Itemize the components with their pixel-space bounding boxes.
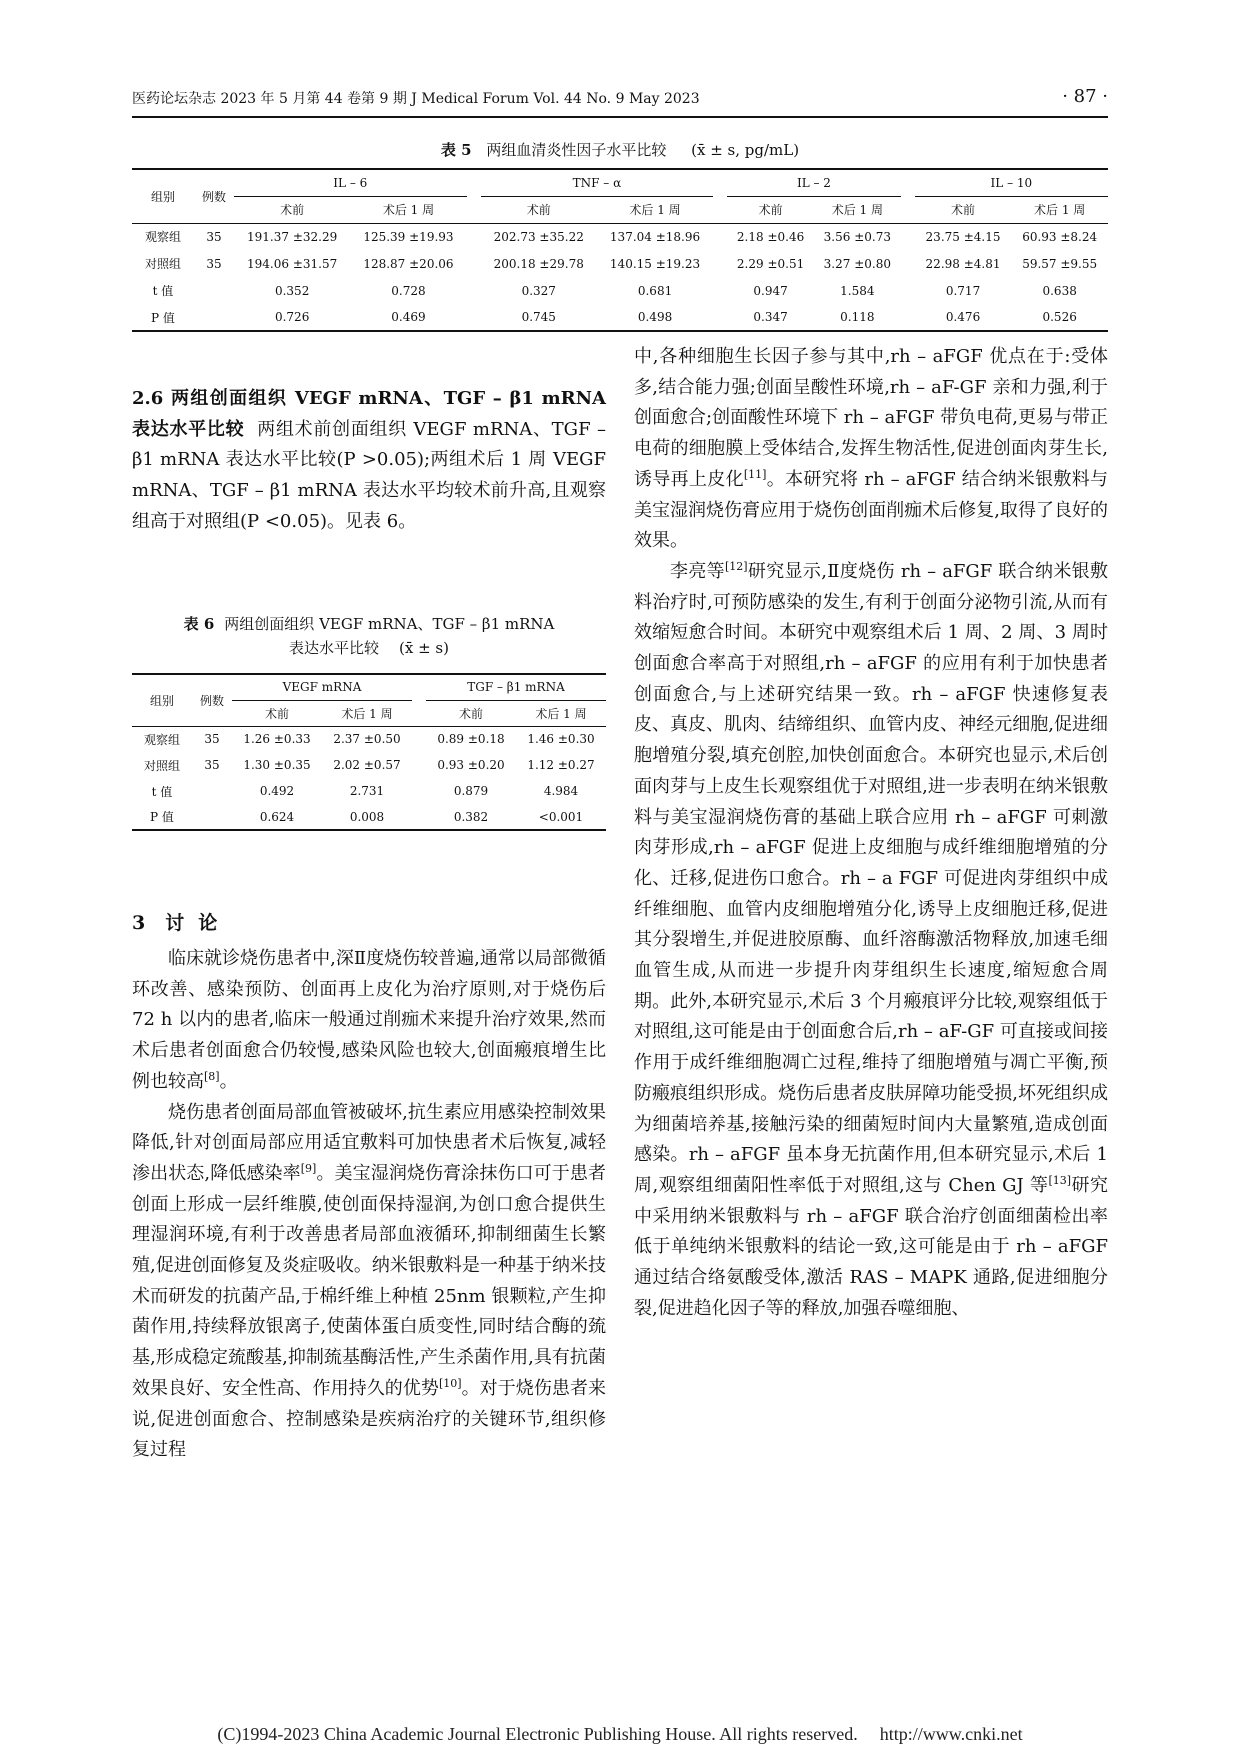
table6-title-line2: 表达水平比较	[289, 639, 380, 657]
section-2-6-body: 两组术前创面组织 VEGF mRNA、TGF – β1 mRNA 表达水平比较(P >0.05);两组术后 1 周 VEGF mRNA、TGF – β1 mRNA 表达水平均较术前升高,且观察组高于对照组(P <0.05)。见表 6。	[132, 418, 606, 532]
row-n	[192, 804, 232, 830]
table6	[132, 673, 606, 831]
row-n: 35	[206, 256, 222, 271]
table-cell: 22.98 ±4.81	[925, 256, 1001, 271]
table5-label: 表 5	[440, 141, 472, 159]
table-row	[132, 277, 1108, 304]
table-cell: 191.37 ±32.29	[247, 229, 338, 244]
table6-sub-post: 术后 1 周	[322, 700, 412, 726]
citation: [10]	[438, 1376, 462, 1390]
row-group: P 值	[132, 804, 192, 830]
table-cell: 137.04 ±18.96	[609, 229, 701, 244]
table-cell: 2.37 ±0.50	[333, 732, 401, 747]
citation: [9]	[300, 1161, 317, 1175]
table-cell: 1.26 ±0.33	[243, 732, 311, 747]
table-cell: 0.728	[391, 283, 426, 298]
table-cell: 2.731	[349, 784, 385, 798]
section-2-6-heading: 2.6 两组创面组织 VEGF mRNA、TGF – β1 mRNA 表达水平比较	[132, 388, 606, 440]
discussion-left	[132, 944, 606, 1466]
table5-marker-il10: IL – 10	[915, 169, 1108, 196]
table-cell: 0.382	[426, 804, 516, 830]
row-group: 对照组	[144, 257, 181, 271]
table-cell: 2.18 ±0.46	[736, 229, 805, 244]
row-n: 35	[204, 758, 220, 772]
table6-group-header: 组别	[132, 674, 192, 726]
table-cell: 0.526	[1011, 304, 1108, 331]
table-cell: 0.118	[814, 304, 901, 331]
row-group: t 值	[151, 784, 173, 799]
table5-sub-post: 术后 1 周	[597, 196, 713, 223]
table-cell: 0.745	[481, 304, 597, 331]
table-cell: 0.327	[521, 283, 556, 298]
table-cell: 1.30 ±0.35	[243, 758, 311, 772]
citation: [12]	[725, 559, 748, 573]
section-3-title: 讨论	[165, 912, 232, 934]
table5-marker-il2: IL – 2	[727, 169, 901, 196]
table-cell: 3.27 ±0.80	[823, 256, 891, 271]
row-group: 观察组	[144, 230, 181, 245]
table-row	[132, 804, 606, 830]
table-cell: 1.584	[840, 283, 875, 298]
table6-marker-vegf: VEGF mRNA	[232, 674, 412, 700]
paragraph: 烧伤患者创面局部血管被破坏,抗生素应用感染控制效果降低,针对创面局部应用适宜敷料可加快患者术后恢复,减轻渗出状态,降低感染率[9]。美宝湿润烧伤膏涂抹伤口可于患者创面上形成一层纤维膜,使创面保持湿润,为创口愈合提供生理湿润环境,有利于改善患者局部血液循环,抑制细菌生长繁殖,促进创面修复及炎症吸收。纳米银敷料是一种基于纳米技术而研发的抗菌产品,于棉纤维上种植 25nm 银颗粒,产生抑菌作用,持续释放银离子,使菌体蛋白质变性,同时结合酶的巯基,形成稳定巯酸基,抑制巯基酶活性,产生杀菌作用,具有抗菌效果良好、安全性高、作用持久的优势[10]。对于烧伤患者来说,促进创面愈合、控制感染是疾病治疗的关键环节,组织修复过程	[132, 1101, 607, 1461]
table-cell: 0.498	[597, 304, 713, 331]
table-row	[132, 250, 1108, 277]
table5-n-header: 例数	[194, 169, 234, 223]
copyright-footer	[0, 1724, 1240, 1745]
table5-sub-post: 术后 1 周	[350, 196, 466, 223]
table-cell: 2.29 ±0.51	[736, 256, 805, 271]
journal-info: 医药论坛杂志 2023 年 5 月第 44 卷第 9 期 J Medical Forum Vol. 44 No. 9 May 2023	[132, 91, 700, 107]
section-3-heading	[132, 908, 231, 935]
table-cell: 202.73 ±35.22	[493, 229, 584, 244]
table-cell: 0.681	[637, 283, 673, 298]
table5-sub-pre: 术前	[234, 196, 350, 223]
discussion-right	[634, 342, 1108, 1325]
running-header	[132, 88, 1108, 112]
row-n: 35	[204, 732, 220, 747]
table-cell: <0.001	[516, 804, 606, 830]
row-n	[192, 778, 232, 804]
copyright-text: (C)1994-2023 China Academic Journal Electronic Publishing House. All rights reserved.	[217, 1724, 858, 1744]
table5-sub-post: 术后 1 周	[1011, 196, 1108, 223]
row-group: P 值	[132, 304, 194, 331]
paragraph: 临床就诊烧伤患者中,深Ⅱ度烧伤较普遍,通常以局部微循环改善、感染预防、创面再上皮化为治疗原则,对于烧伤后 72 h 以内的患者,临床一般通过削痂术来提升治疗效果,然而术后患者创面愈合仍较慢,感染风险也较大,创面瘢痕增生比例也较高[8]。	[132, 948, 606, 1092]
table-cell: 194.06 ±31.57	[247, 256, 338, 271]
paragraph: 中,各种细胞生长因子参与其中,rh – aFGF 优点在于:受体多,结合能力强;创面呈酸性环境,rh – aF-GF 亲和力强,利于创面愈合;创面酸性环境下 rh – aFGF 带负电荷,更易与带正电荷的细胞膜上受体结合,发挥生物活性,促进创面肉芽生长,诱导再上皮化[11]。本研究将 rh – aFGF 结合纳米银敷料与美宝湿润烧伤膏应用于烧伤创面削痂术后修复,取得了良好的效果。	[634, 346, 1109, 552]
table6-caption	[132, 612, 606, 660]
page-number: · 87 ·	[1062, 86, 1108, 107]
table6-title-line1: 两组创面组织 VEGF mRNA、TGF – β1 mRNA	[224, 615, 555, 633]
table-cell: 0.624	[232, 804, 322, 830]
footer-url: http://www.cnki.net	[879, 1724, 1023, 1744]
table-cell: 140.15 ±19.23	[609, 256, 701, 271]
table-cell: 0.89 ±0.18	[437, 732, 505, 747]
table5-group-header: 组别	[132, 169, 194, 223]
row-n	[194, 277, 234, 304]
table6-sub-post: 术后 1 周	[516, 700, 606, 726]
table-cell: 0.726	[234, 304, 350, 331]
table-cell: 0.638	[1042, 283, 1077, 298]
table6-unit: (x̄ ± s)	[399, 639, 449, 657]
table5-caption	[132, 138, 1108, 162]
citation: [11]	[743, 467, 767, 481]
table5-sub-pre: 术前	[915, 196, 1012, 223]
table6-n-header: 例数	[192, 674, 232, 726]
table-cell: 23.75 ±4.15	[925, 229, 1001, 244]
table-cell: 0.492	[259, 784, 295, 798]
table-cell: 0.93 ±0.20	[437, 758, 505, 772]
table6-sub-pre: 术前	[232, 700, 322, 726]
table-cell: 125.39 ±19.93	[363, 229, 454, 244]
table5-sub-post: 术后 1 周	[814, 196, 901, 223]
table-cell: 0.879	[453, 784, 489, 798]
table-cell: 0.008	[322, 804, 412, 830]
table5-title: 两组血清炎性因子水平比较	[486, 141, 667, 159]
section-2-6	[132, 384, 606, 538]
row-group: t 值	[152, 284, 174, 298]
table-row	[132, 223, 1108, 250]
table6-label: 表 6	[183, 615, 215, 633]
citation: [13]	[1048, 1173, 1072, 1187]
table6-marker-tgf: TGF – β1 mRNA	[426, 674, 606, 700]
table-cell: 60.93 ±8.24	[1022, 229, 1098, 244]
table-cell: 1.46 ±0.30	[527, 732, 595, 747]
table5-sub-pre: 术前	[481, 196, 597, 223]
table-cell: 0.947	[753, 283, 788, 298]
table-row	[132, 778, 606, 804]
table-cell: 0.352	[274, 283, 310, 298]
table-cell: 2.02 ±0.57	[333, 758, 401, 772]
table5-sub-pre: 术前	[727, 196, 814, 223]
row-n	[194, 304, 234, 331]
row-group: 对照组	[143, 758, 180, 773]
table-row	[132, 304, 1108, 331]
row-n: 35	[206, 229, 222, 244]
header-rule	[132, 116, 1108, 118]
citation: [8]	[204, 1069, 220, 1083]
table-cell: 0.347	[727, 304, 814, 331]
table5-unit: (x̄ ± s, pg/mL)	[691, 141, 800, 159]
table-cell: 4.984	[543, 784, 579, 798]
table-cell: 128.87 ±20.06	[363, 256, 454, 271]
table5-marker-il6: IL – 6	[234, 169, 467, 196]
table-cell: 59.57 ±9.55	[1022, 256, 1098, 271]
section-3-number: 3	[132, 912, 148, 934]
table-cell: 3.56 ±0.73	[823, 229, 891, 244]
table5	[132, 168, 1108, 332]
table-cell: 1.12 ±0.27	[527, 758, 595, 772]
table5-marker-tnf: TNF – α	[481, 169, 714, 196]
table-row	[132, 726, 606, 752]
table6-sub-pre: 术前	[426, 700, 516, 726]
table-cell: 0.476	[915, 304, 1012, 331]
table-cell: 200.18 ±29.78	[493, 256, 584, 271]
table-row	[132, 752, 606, 778]
table-cell: 0.717	[945, 283, 981, 298]
row-group: 观察组	[143, 732, 180, 747]
table-cell: 0.469	[350, 304, 466, 331]
paragraph: 李亮等[12]研究显示,Ⅱ度烧伤 rh – aFGF 联合纳米银敷料治疗时,可预防感染的发生,有利于创面分泌物引流,从而有效缩短愈合时间。本研究中观察组术后 1 周、2 周、3 周时创面愈合率高于对照组,rh – aFGF 的应用有利于加快患者创面愈合,与上述研究结果一致。rh – aFGF 快速修复表皮、真皮、肌肉、结缔组织、血管内皮、神经元细胞,促进细胞增殖分裂,填充创腔,加快创面愈合。本研究也显示,术后创面肉芽与上皮生长观察组优于对照组,进一步表明在纳米银敷料与美宝湿润烧伤膏的基础上联合应用 rh – aFGF 可刺激肉芽形成,rh – aFGF 促进上皮细胞与成纤维细胞增殖的分化、迁移,促进伤口愈合。rh – a FGF 可促进肉芽组织中成纤维细胞、血管内皮细胞增殖分化,诱导上皮细胞迁移,促进其分裂增生,并促进胶原酶、血纤溶酶激活物释放,加速毛细血管生成,从而进一步提升肉芽组织生长速度,缩短愈合周期。此外,本研究显示,术后 3 个月瘢痕评分比较,观察组低于对照组,这可能是由于创面愈合后,rh – aF-GF 可直接或间接作用于成纤维细胞凋亡过程,维持了细胞增殖与凋亡平衡,预防瘢痕组织形成。烧伤后患者皮肤屏障功能受损,坏死组织成为细菌培养基,接触污染的细菌短时间内大量繁殖,造成创面感染。rh – aFGF 虽本身无抗菌作用,但本研究显示,术后 1 周,观察组细菌阳性率低于对照组,这与 Chen GJ 等[13]研究中采用纳米银敷料与 rh – aFGF 联合治疗创面细菌检出率低于单纯纳米银敷料的结论一致,这可能是由于 rh – aFGF 通过结合络氨酸受体,激活 RAS – MAPK 通路,促进细胞分裂,促进趋化因子等的释放,加强吞噬细胞、	[634, 559, 1109, 1319]
